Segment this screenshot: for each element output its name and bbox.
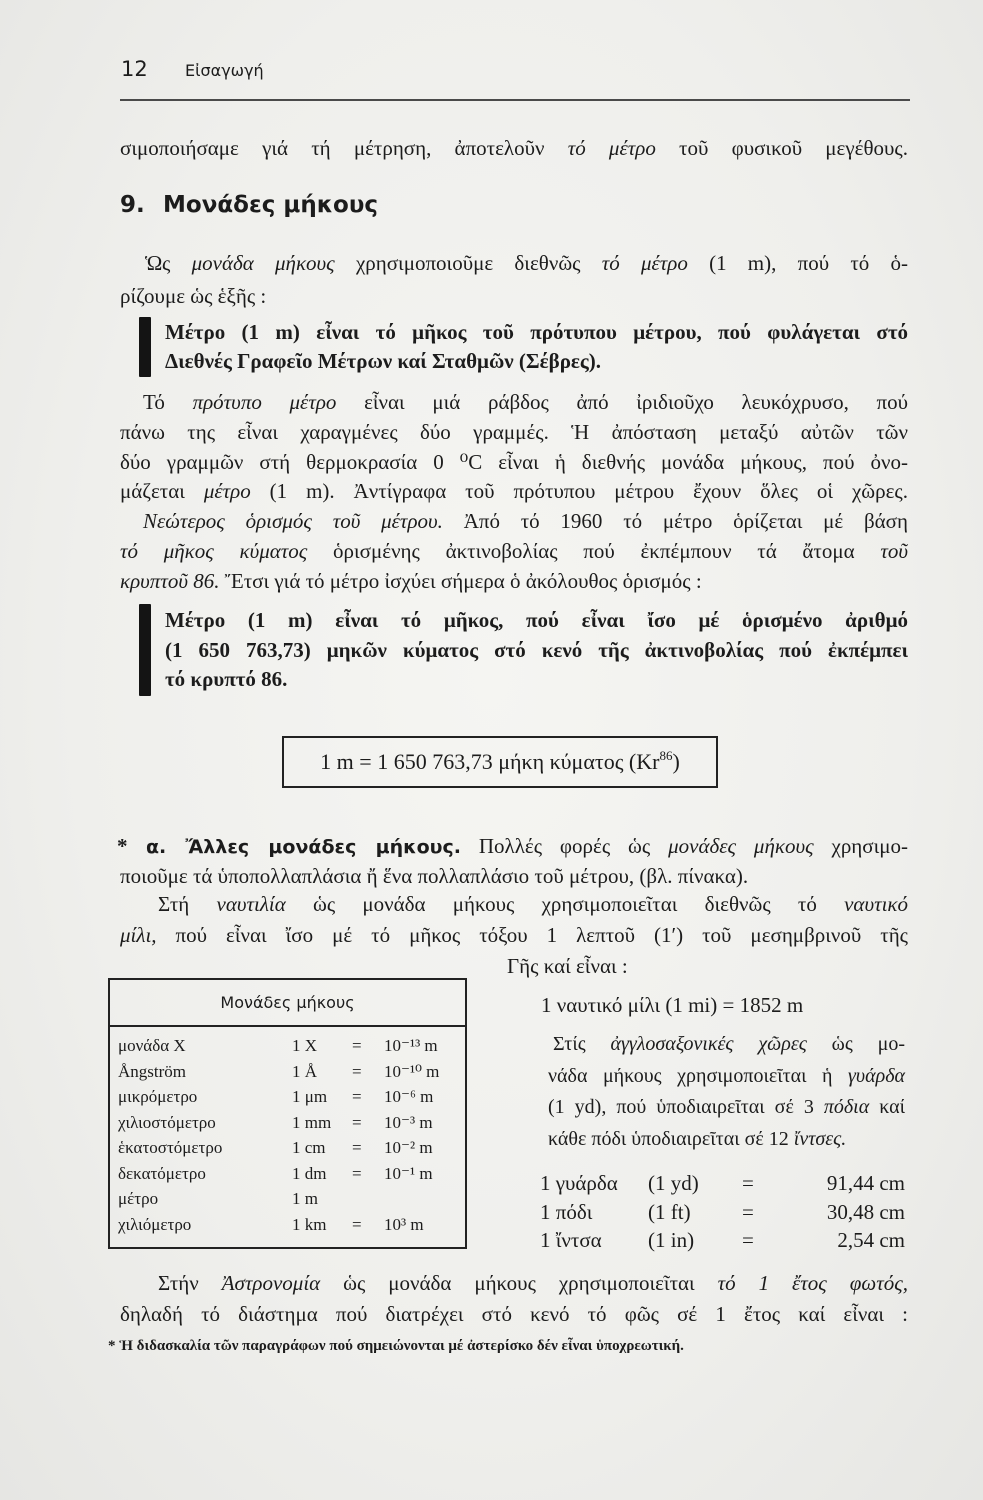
italic-term: ἀγγλοσαξονικές χῶρες <box>610 1033 807 1055</box>
text-line: (1 650 763,73) μηκῶν κύματος στό κενό τῆς ἀκτινοβολίας πού ἐκπέμπει <box>165 637 908 662</box>
text-segment: (1 m). Ἀντίγραφα τοῦ πρότυπου μέτρου ἔχουν ὅλες οἱ χῶρες. <box>250 479 908 504</box>
unit-value <box>384 1186 463 1212</box>
text-line <box>120 388 908 418</box>
text-line: Γῆς καί εἶναι : <box>507 954 628 978</box>
text-segment: Ὡς <box>145 251 192 275</box>
table-row <box>118 1084 463 1110</box>
text-line: πάνω της εἶναι χαραγμένες δύο γραμμές. Ἡ ἀπόσταση μεταξύ αὐτῶν τῶν <box>120 419 908 444</box>
optional-asterisk: * <box>117 834 128 858</box>
unit-symbol: (1 in) <box>648 1228 695 1252</box>
text-segment: (1 m), πού τό ὁ- <box>687 251 908 275</box>
equals-sign: = <box>352 1112 362 1132</box>
text-line: ρίζουμε ὡς ἑξῆς : <box>120 284 267 308</box>
equals-sign <box>352 1186 384 1212</box>
unit-value: 91,44 cm <box>826 1171 905 1195</box>
unit-name: Ångström <box>118 1061 186 1081</box>
equals-sign: = <box>352 1163 362 1183</box>
paragraph-intro <box>120 133 908 163</box>
unit-value: 10⁻¹ m <box>384 1163 433 1183</box>
text-segment: πού εἶναι ἴσο μέ τό μῆκος τόξου 1 λεπτοῦ (1′) τοῦ μεσημβρινοῦ τῆς <box>156 923 908 947</box>
italic-term: τό 1 ἔτος φωτός, <box>717 1271 908 1295</box>
unit-name: χιλιοστόμετρο <box>118 1112 216 1132</box>
text-segment: Ἀπό τό 1960 τό μέτρο ὁρίζεται μέ βάση <box>442 509 908 534</box>
footnote: * Ἡ διδασκαλία τῶν παραγράφων πού σημειώνονται μέ ἀστερίσκο δέν εἶναι ὑποχρεωτική. <box>108 1338 684 1354</box>
italic-term: τό μέτρο <box>601 251 688 275</box>
text-line <box>120 1268 908 1299</box>
italic-term: πρότυπο μέτρο <box>192 390 337 414</box>
running-head: Εἰσαγωγή <box>185 61 264 80</box>
units-table-body <box>118 1033 463 1237</box>
text-segment: ὡς μονάδα μήκους χρησιμοποιεῖται διεθνῶς τό <box>285 892 845 916</box>
formula-text: 1 m = 1 650 763,73 μήκη κύματος (Kr <box>320 749 660 774</box>
header-rule <box>120 99 910 101</box>
section-number: 9. <box>120 192 145 218</box>
table-row <box>118 1161 463 1187</box>
unit-name: δεκατόμετρο <box>118 1163 206 1183</box>
text-line <box>548 1092 905 1124</box>
text-line <box>548 1061 905 1093</box>
unit-value: 10⁻² m <box>384 1138 433 1157</box>
text-segment: Πολλές φορές ὡς <box>460 834 669 858</box>
text-line: Μέτρο (1 m) εἶναι τό μῆκος, πού εἶναι ἴσο μέ ὁρισμένο ἀριθμό <box>165 608 908 632</box>
unit-symbol: 1 dm <box>292 1163 327 1183</box>
equals-sign: = <box>742 1199 754 1224</box>
table-row <box>118 1110 463 1136</box>
text-line: δηλαδή τό διάστημα πού διατρέχει στό κενό τό φῶς σέ 1 ἔτος καί εἶναι : <box>120 1302 908 1326</box>
text-line <box>548 1124 905 1156</box>
paragraph-nautical <box>120 889 908 982</box>
unit-name: χιλιόμετρο <box>118 1214 192 1234</box>
text-segment: Ἔτσι γιά τό μέτρο ἰσχύει σήμερα ὁ ἀκόλουθος ὁρισμός : <box>219 568 702 593</box>
unit-symbol: 1 mm <box>292 1112 332 1132</box>
table-header: Μονάδες μήκους <box>110 980 465 1027</box>
unit-value: 10⁻¹⁰ m <box>384 1061 440 1081</box>
paragraph-definition-intro <box>120 247 908 313</box>
formula-superscript: 86 <box>659 748 673 763</box>
unit-value: 10⁻³ m <box>384 1112 433 1132</box>
text-segment: Στή <box>158 892 217 916</box>
text-line: δύο γραμμῶν στή θερμοκρασία 0 ⁰C εἶναι ἡ διεθνής μονάδα μήκους, πού ὀνο- <box>120 449 908 474</box>
unit-name: μικρόμετρο <box>118 1087 198 1106</box>
definition-marker-bar <box>139 604 151 696</box>
text-line <box>120 477 908 507</box>
text-segment: μάζεται <box>120 479 204 504</box>
unit-value: 30,48 cm <box>826 1199 905 1224</box>
italic-term: ναυτικό <box>844 892 909 916</box>
equals-sign: = <box>742 1171 754 1195</box>
italic-term: Νεώτερος ὁρισμός τοῦ μέτρου. <box>143 509 443 534</box>
text-line <box>548 1029 905 1061</box>
equals-sign: = <box>352 1087 362 1106</box>
text-line <box>120 133 908 163</box>
equals-sign: = <box>742 1228 754 1252</box>
italic-term: πόδια <box>823 1096 870 1119</box>
conversion-row <box>540 1169 905 1198</box>
table-row <box>118 1212 463 1238</box>
unit-value: 10³ m <box>384 1214 424 1234</box>
paragraph-anglosaxon <box>548 1029 905 1156</box>
italic-term: μονάδα μήκους <box>191 251 335 275</box>
unit-name: ἑκατοστόμετρο <box>118 1138 223 1157</box>
italic-term: μονάδες μήκους <box>668 834 814 858</box>
unit-name: 1 γυάρδα <box>540 1171 618 1195</box>
text-line <box>120 537 908 567</box>
text-segment: ὡς μο- <box>806 1033 905 1055</box>
text-segment: τοῦ φυσικοῦ μεγέθους. <box>655 136 908 160</box>
text-line: τό κρυπτό 86. <box>165 667 288 691</box>
unit-symbol: 1 X <box>292 1036 318 1055</box>
italic-term: τοῦ <box>880 538 908 563</box>
text-segment: καί <box>869 1096 906 1119</box>
text-segment: σιμοποιήσαμε γιά τή μέτρηση, ἀποτελοῦν <box>120 136 568 160</box>
text-line <box>120 920 908 951</box>
table-row <box>118 1033 463 1059</box>
unit-value: 10⁻⁶ m <box>384 1087 434 1106</box>
italic-term: ναυτιλία <box>216 892 286 916</box>
nautical-mile-equation: 1 ναυτικό μίλι (1 mi) = 1852 m <box>541 993 804 1017</box>
text-segment: νάδα μήκους χρησιμοποιεῖται ἡ <box>548 1064 849 1087</box>
unit-symbol: 1 cm <box>292 1138 326 1157</box>
text-segment: Τό <box>143 390 193 414</box>
equals-sign: = <box>352 1138 362 1157</box>
table-row <box>118 1186 463 1212</box>
imperial-conversions <box>540 1169 905 1255</box>
italic-term: τό μῆκος κύματος <box>120 538 308 563</box>
unit-symbol: 1 m <box>292 1189 318 1208</box>
table-row <box>118 1059 463 1085</box>
text-segment: κάθε πόδι ὑποδιαιρεῖται σέ 12 <box>548 1128 794 1151</box>
text-line: ποιοῦμε τά ὑποπολλαπλάσια ἤ ἕνα πολλαπλάσιο τοῦ μέτρου, (βλ. πίνακα). <box>120 864 749 888</box>
unit-name: 1 ἴντσα <box>540 1228 602 1252</box>
unit-symbol: 1 km <box>292 1214 327 1234</box>
paragraph-other-units <box>117 831 908 891</box>
formula-box <box>282 736 718 788</box>
text-line <box>120 889 908 920</box>
section-title: Μονάδες μήκους <box>163 192 379 218</box>
italic-term: κρυπτοῦ 86. <box>120 568 220 593</box>
text-segment: χρησιμοποιοῦμε διεθνῶς <box>334 251 602 275</box>
page-number: 12 <box>121 57 148 81</box>
text-segment: Στήν <box>158 1271 222 1295</box>
italic-term: μέτρο <box>203 479 251 504</box>
italic-term: μίλι, <box>120 923 157 947</box>
text-line <box>120 507 908 537</box>
text-segment: χρησιμο- <box>813 834 909 858</box>
equals-sign: = <box>352 1214 362 1234</box>
italic-term: γυάρδα <box>848 1064 905 1087</box>
text-segment: Στίς <box>553 1033 611 1055</box>
text-segment: ὡς μονάδα μήκους χρησιμοποιεῖται <box>320 1271 718 1295</box>
text-segment: ὁρισμένης ἀκτινοβολίας πού ἐκπέμπουν τά ἄτομα <box>307 538 881 563</box>
table-row <box>118 1135 463 1161</box>
text-line: Μέτρο (1 m) εἶναι τό μῆκος τοῦ πρότυπου μέτρου, πού φυλάγεται στό <box>165 320 908 344</box>
section-heading <box>120 188 378 222</box>
paragraph-astronomy <box>120 1268 908 1330</box>
unit-symbol: 1 Å <box>292 1061 318 1081</box>
equals-sign: = <box>352 1061 362 1081</box>
unit-value: 2,54 cm <box>837 1228 905 1252</box>
italic-term: Ἀστρονομία <box>221 1271 321 1295</box>
unit-symbol: (1 yd) <box>648 1171 699 1195</box>
definition-box-prototype <box>165 318 908 376</box>
text-line <box>120 247 908 280</box>
text-line <box>117 831 908 861</box>
text-line <box>120 567 908 597</box>
unit-value: 10⁻¹³ m <box>384 1036 438 1055</box>
unit-name: μέτρο <box>118 1189 159 1208</box>
subsection-heading: α. Ἄλλες μονάδες μήκους. <box>146 836 461 858</box>
unit-symbol: (1 ft) <box>648 1199 691 1224</box>
text-segment: (1 yd), πού ὑποδιαιρεῖται σέ 3 <box>548 1096 824 1119</box>
text-line: Διεθνές Γραφεῖο Μέτρων καί Σταθμῶν (Σέβρες). <box>165 349 602 373</box>
unit-name: μονάδα X <box>118 1036 186 1055</box>
unit-symbol: 1 μm <box>292 1087 328 1106</box>
italic-term: ἴντσες. <box>793 1128 847 1151</box>
unit-name: 1 πόδι <box>540 1199 593 1224</box>
paragraph-prototype <box>120 388 908 597</box>
definition-marker-bar <box>139 317 151 377</box>
italic-term: τό μέτρο <box>567 136 656 160</box>
conversion-row <box>540 1198 905 1227</box>
text-segment: εἶναι μιά ράβδος ἀπό ἰριδιοῦχο λευκόχρυσο, πού <box>336 390 908 414</box>
formula-close: ) <box>672 749 680 774</box>
conversion-row <box>540 1226 905 1255</box>
equals-sign: = <box>352 1036 362 1055</box>
definition-box-krypton <box>165 606 908 695</box>
